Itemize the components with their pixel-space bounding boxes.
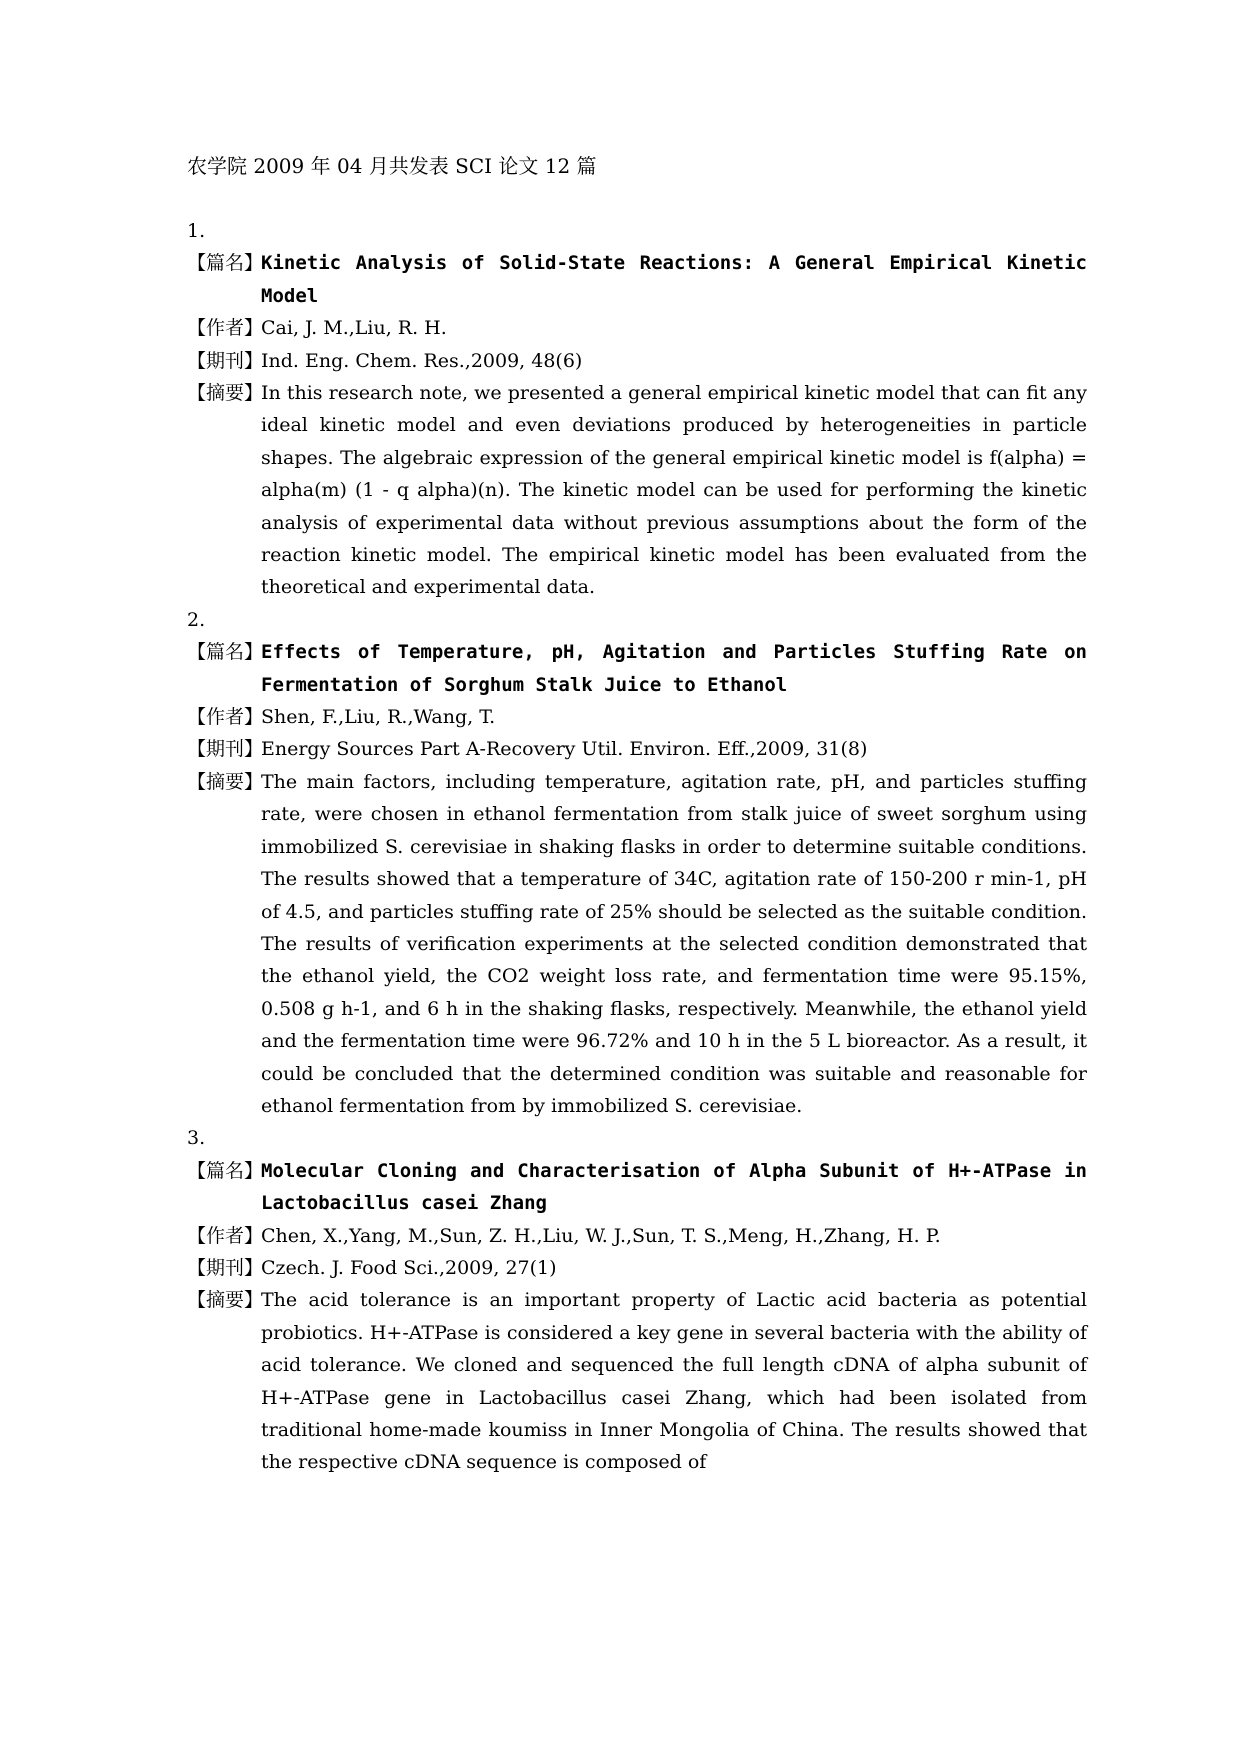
journal-label: 【期刊】 — [187, 738, 264, 761]
journal-label: 【期刊】 — [187, 1256, 264, 1279]
title-label: 【篇名】 — [187, 641, 264, 664]
entry-number: 3. — [187, 1127, 206, 1150]
journal-field — [187, 345, 1087, 377]
authors-label: 【作者】 — [187, 706, 264, 729]
entry-number: 1. — [187, 220, 206, 242]
entry-number: 2. — [187, 608, 206, 631]
paper-entry — [187, 604, 1087, 1122]
paper-title: Effects of Temperature, pH, Agitation and Particles Stuffing Rate on Fermentation of Sorghum Stalk Juice to Ethanol — [261, 641, 1087, 696]
authors-field — [187, 1220, 1087, 1252]
paper-authors: Cai, J. M.,Liu, R. H. — [261, 317, 447, 340]
journal-label: 【期刊】 — [187, 349, 264, 372]
abstract-label: 【摘要】 — [187, 382, 264, 405]
title-field — [187, 1155, 1087, 1220]
journal-field — [187, 1252, 1087, 1284]
abstract-label: 【摘要】 — [187, 1289, 264, 1312]
paper-abstract: In this research note, we presented a general empirical kinetic model that can fit any ideal kinetic model and even deviations produced by heterogeneities in particle shapes. The algebraic expression of the general empirical kinetic model is f(alpha) = alpha(m) (1 - q alpha)(n). The kinetic model can be used for performing the kinetic analysis of experimental data without previous assumptions about the form of the reaction kinetic model. The empirical kinetic model has been evaluated from the theoretical and experimental data. — [261, 382, 1087, 599]
paper-abstract: The acid tolerance is an important property of Lactic acid bacteria as potential probiotics. H+-ATPase is considered a key gene in several bacteria with the ability of acid tolerance. We cloned and sequenced the full length cDNA of alpha subunit of H+-ATPase gene in Lactobacillus casei Zhang, which had been isolated from traditional home-made koumiss in Inner Mongolia of China. The results showed that the respective cDNA sequence is composed of — [261, 1289, 1087, 1474]
authors-label: 【作者】 — [187, 1224, 264, 1247]
title-field — [187, 636, 1087, 701]
paper-journal: Energy Sources Part A-Recovery Util. Environ. Eff.,2009, 31(8) — [261, 738, 868, 761]
paper-entry — [187, 215, 1087, 604]
authors-label: 【作者】 — [187, 317, 264, 340]
paper-title: Molecular Cloning and Characterisation of Alpha Subunit of H+-ATPase in Lactobacillus casei Zhang — [261, 1159, 1087, 1215]
paper-journal: Ind. Eng. Chem. Res.,2009, 48(6) — [261, 349, 583, 372]
authors-field — [187, 312, 1087, 344]
document-title: 农学院 2009 年 04 月共发表 SCI 论文 12 篇 — [187, 154, 597, 178]
title-field — [187, 247, 1087, 312]
abstract-label: 【摘要】 — [187, 770, 264, 793]
title-label: 【篇名】 — [187, 1159, 264, 1182]
journal-field — [187, 733, 1087, 765]
abstract-field — [187, 1284, 1087, 1478]
paper-authors: Chen, X.,Yang, M.,Sun, Z. H.,Liu, W. J.,Sun, T. S.,Meng, H.,Zhang, H. P. — [261, 1224, 941, 1247]
paper-title: Kinetic Analysis of Solid-State Reactions: A General Empirical Kinetic Model — [261, 252, 1087, 307]
title-label: 【篇名】 — [187, 252, 264, 275]
paper-entry — [187, 1122, 1087, 1478]
abstract-field — [187, 377, 1087, 604]
paper-journal: Czech. J. Food Sci.,2009, 27(1) — [261, 1256, 557, 1279]
paper-authors: Shen, F.,Liu, R.,Wang, T. — [261, 706, 496, 729]
authors-field — [187, 701, 1087, 733]
paper-abstract: The main factors, including temperature, agitation rate, pH, and particles stuffing rate, were chosen in ethanol fermentation from stalk juice of sweet sorghum using immobilized S. cerevisiae in shaking flasks in order to determine suitable conditions. The results showed that a temperature of 34C, agitation rate of 150-200 r min-1, pH of 4.5, and particles stuffing rate of 25% should be selected as the suitable condition. The results of verification experiments at the selected condition demonstrated that the ethanol yield, the CO2 weight loss rate, and fermentation time were 95.15%, 0.508 g h-1, and 6 h in the shaking flasks, respectively. Meanwhile, the ethanol yield and the fermentation time were 96.72% and 10 h in the 5 L bioreactor. As a result, it could be concluded that the determined condition was suitable and reasonable for ethanol fermentation from by immobilized S. cerevisiae. — [261, 770, 1087, 1117]
abstract-field — [187, 766, 1087, 1122]
document-content — [187, 215, 1087, 1479]
